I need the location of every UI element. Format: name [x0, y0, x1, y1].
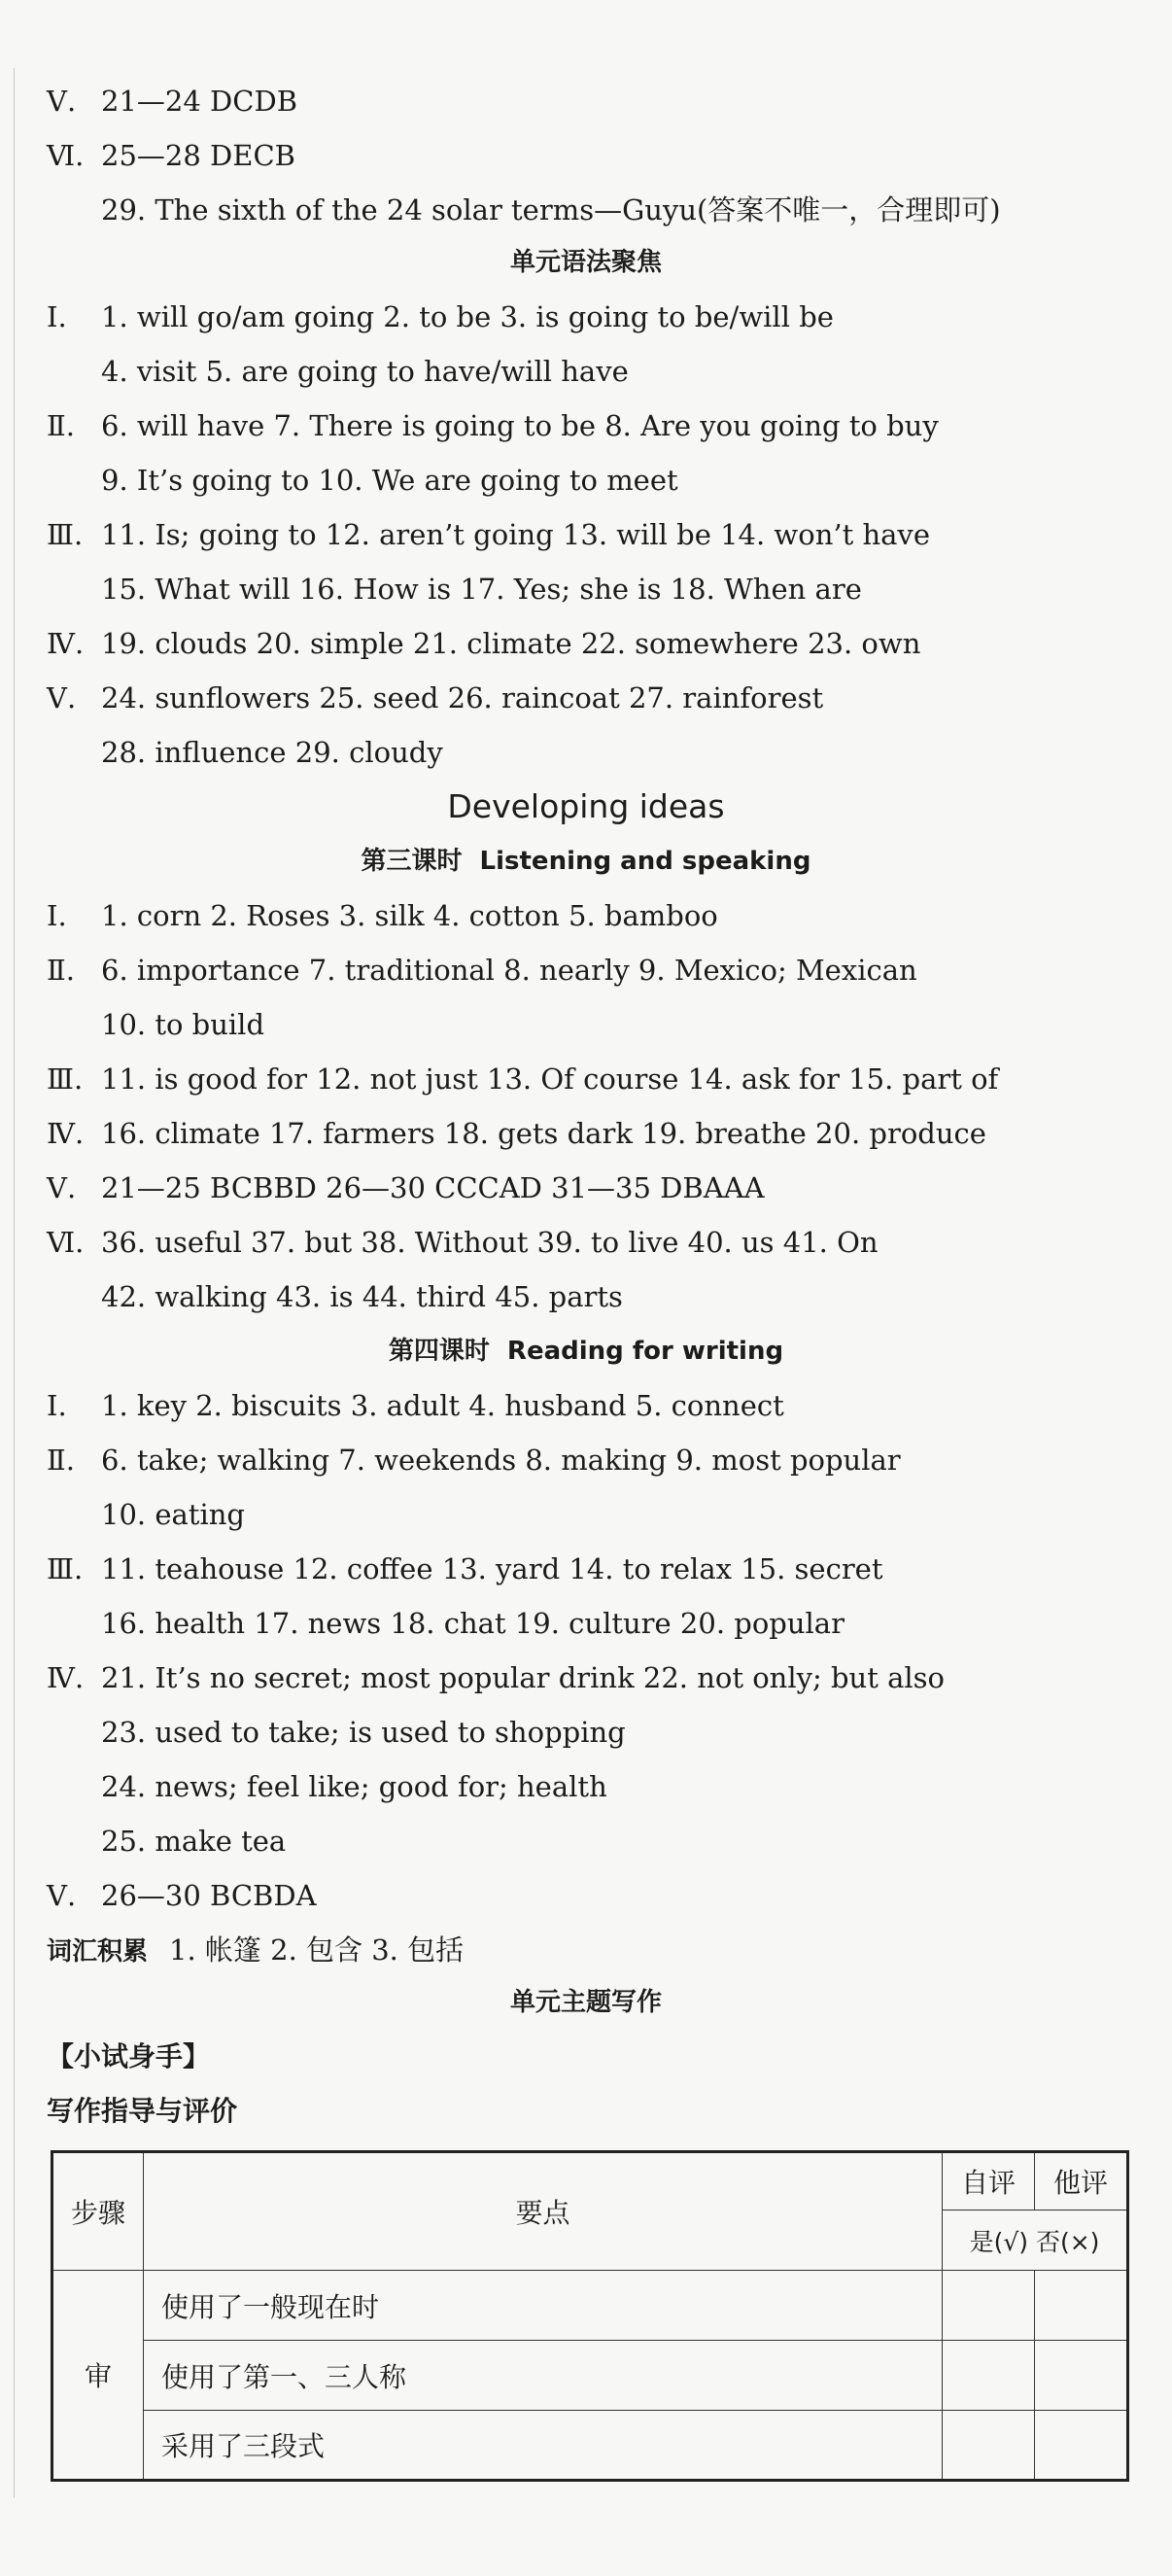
answer-text: 29. The sixth of the 24 solar terms—Guyu(答案不唯一，合理即可) [101, 193, 1001, 226]
section-number: Ⅰ. [47, 1389, 67, 1422]
section-number: Ⅱ. [47, 409, 75, 442]
answer-text: 24. sunflowers 25. seed 26. raincoat 27. rainforest [101, 681, 824, 714]
answer-text: 21—24 DCDB [101, 85, 298, 118]
answer-text: 28. influence 29. cloudy [101, 736, 443, 769]
answer-line [47, 406, 1133, 445]
answer-line [47, 624, 1133, 663]
section-number: Ⅲ. [47, 1552, 84, 1585]
col-peer-header: 他评 [1035, 2152, 1128, 2210]
answer-text: 11. teahouse 12. coffee 13. yard 14. to relax 15. secret [101, 1552, 883, 1585]
evaluation-table [51, 2150, 1129, 2482]
answer-text: 11. Is; going to 12. aren’t going 13. will be 14. won’t have [101, 518, 930, 551]
answer-line [101, 1767, 1133, 1806]
peer-eval-cell[interactable] [1035, 2271, 1128, 2341]
answer-line [101, 1822, 1133, 1861]
section-number: Ⅲ. [47, 518, 84, 551]
answer-text: 1. will go/am going 2. to be 3. is going to be/will be [101, 300, 834, 333]
answer-line [47, 1549, 1133, 1588]
section-number: Ⅴ. [47, 681, 77, 714]
section-number: Ⅳ. [47, 1661, 85, 1694]
section-number: Ⅰ. [47, 300, 67, 333]
answer-line [101, 1495, 1133, 1534]
table-header-row [52, 2152, 1128, 2210]
answer-line [47, 1658, 1133, 1697]
answer-line [47, 1114, 1133, 1153]
guide-title: 写作指导与评价 [47, 2095, 238, 2127]
answer-line [101, 1277, 1133, 1316]
answer-text: 16. health 17. news 18. chat 19. culture 20. popular [101, 1607, 845, 1640]
answer-text: 11. is good for 12. not just 13. Of course 14. ask for 15. part of [101, 1062, 999, 1096]
vocab-text: 1. 帐篷 2. 包含 3. 包括 [169, 1933, 465, 1967]
section-number: Ⅳ. [47, 627, 85, 660]
answer-text: 36. useful 37. but 38. Without 39. to live 40. us 41. On [101, 1226, 879, 1259]
point-cell: 使用了第一、三人称 [144, 2341, 943, 2411]
table-row [52, 2271, 1128, 2341]
step-name-cell: 审 [52, 2271, 144, 2481]
answer-line [101, 461, 1133, 500]
answer-text: 42. walking 43. is 44. third 45. parts [101, 1280, 623, 1313]
answer-line [101, 570, 1133, 609]
answer-text: 1. corn 2. Roses 3. silk 4. cotton 5. bamboo [101, 899, 718, 932]
answer-text: 6. importance 7. traditional 8. nearly 9. Mexico; Mexican [101, 954, 917, 987]
answer-line [47, 82, 1133, 121]
answer-text: 23. used to take; is used to shopping [101, 1716, 626, 1749]
section-number: Ⅳ. [47, 1117, 85, 1150]
answer-text: 1. key 2. biscuits 3. adult 4. husband 5. connect [101, 1389, 784, 1422]
answer-line [101, 1005, 1133, 1044]
writing-heading: 单元主题写作 [509, 1988, 662, 2017]
col-self-header: 自评 [943, 2152, 1035, 2210]
lesson3-heading-en: Listening and speaking [479, 847, 811, 876]
answer-line [101, 1713, 1133, 1752]
answer-text: 21—25 BCBBD 26—30 CCCAD 31—35 DBAAA [101, 1171, 765, 1204]
developing-ideas-title: Developing ideas [447, 787, 725, 825]
table-row [52, 2411, 1128, 2481]
col-step-header: 步骤 [52, 2152, 144, 2271]
grammar-heading: 单元语法聚焦 [509, 248, 662, 277]
answer-text: 6. will have 7. There is going to be 8. Are you going to buy [101, 409, 939, 442]
answer-line [101, 352, 1133, 391]
answer-line [47, 951, 1133, 990]
self-eval-cell[interactable] [943, 2411, 1035, 2481]
section-number: Ⅲ. [47, 1062, 84, 1096]
answer-text: 10. to build [101, 1008, 265, 1041]
answer-line [47, 1168, 1133, 1207]
answer-line [47, 297, 1133, 336]
col-points-header: 要点 [144, 2152, 943, 2271]
answer-text: 9. It’s going to 10. We are going to meet [101, 464, 678, 497]
answer-text: 24. news; feel like; good for; health [101, 1770, 607, 1803]
section-number: Ⅱ. [47, 954, 75, 987]
lesson4-heading [0, 1332, 1172, 1371]
try-label: 【小试身手】 [47, 2040, 211, 2072]
answer-text: 15. What will 16. How is 17. Yes; she is 18. When are [101, 573, 862, 606]
answer-line [47, 1441, 1133, 1479]
section-number: Ⅱ. [47, 1444, 75, 1477]
answer-line [101, 191, 1133, 229]
table-row [52, 2341, 1128, 2411]
section-number: Ⅵ. [47, 1226, 85, 1259]
lesson3-heading-cn: 第三课时 [361, 847, 463, 876]
point-cell: 使用了一般现在时 [144, 2271, 943, 2341]
page-edge-rule [14, 68, 15, 2498]
lesson4-heading-en: Reading for writing [506, 1337, 784, 1366]
answer-line [47, 136, 1133, 175]
answer-line [47, 515, 1133, 554]
peer-eval-cell[interactable] [1035, 2341, 1128, 2411]
section-number: Ⅴ. [47, 85, 77, 118]
answer-text: 19. clouds 20. simple 21. climate 22. somewhere 23. own [101, 627, 921, 660]
answer-text: 26—30 BCBDA [101, 1879, 317, 1912]
answer-text: 25. make tea [101, 1825, 287, 1858]
section-number: Ⅵ. [47, 139, 85, 172]
vocab-label: 词汇积累 [47, 1937, 149, 1967]
answer-text: 25—28 DECB [101, 139, 295, 172]
answer-line [101, 1604, 1133, 1643]
vocab-line [47, 1931, 1133, 1971]
answer-text: 4. visit 5. are going to have/will have [101, 355, 629, 388]
answer-line [47, 1060, 1133, 1098]
self-eval-cell[interactable] [943, 2271, 1035, 2341]
point-cell: 采用了三段式 [144, 2411, 943, 2481]
self-eval-cell[interactable] [943, 2341, 1035, 2411]
section-number: Ⅴ. [47, 1879, 77, 1912]
answer-text: 10. eating [101, 1498, 245, 1531]
answer-line [47, 679, 1133, 717]
answer-line [47, 1876, 1133, 1915]
section-number: Ⅰ. [47, 899, 67, 932]
answer-line [47, 1223, 1133, 1262]
answer-text: 21. It’s no secret; most popular drink 22. not only; but also [101, 1661, 946, 1694]
lesson3-heading [0, 842, 1172, 881]
peer-eval-cell[interactable] [1035, 2411, 1128, 2481]
answer-line [47, 1386, 1133, 1425]
yes-no-legend: 是(√) 否(×) [943, 2210, 1128, 2271]
lesson4-heading-cn: 第四课时 [388, 1337, 490, 1366]
answer-text: 6. take; walking 7. weekends 8. making 9. most popular [101, 1444, 901, 1477]
answer-line [101, 733, 1133, 772]
answer-line [47, 896, 1133, 935]
section-number: Ⅴ. [47, 1171, 77, 1204]
answer-text: 16. climate 17. farmers 18. gets dark 19. breathe 20. produce [101, 1117, 986, 1150]
